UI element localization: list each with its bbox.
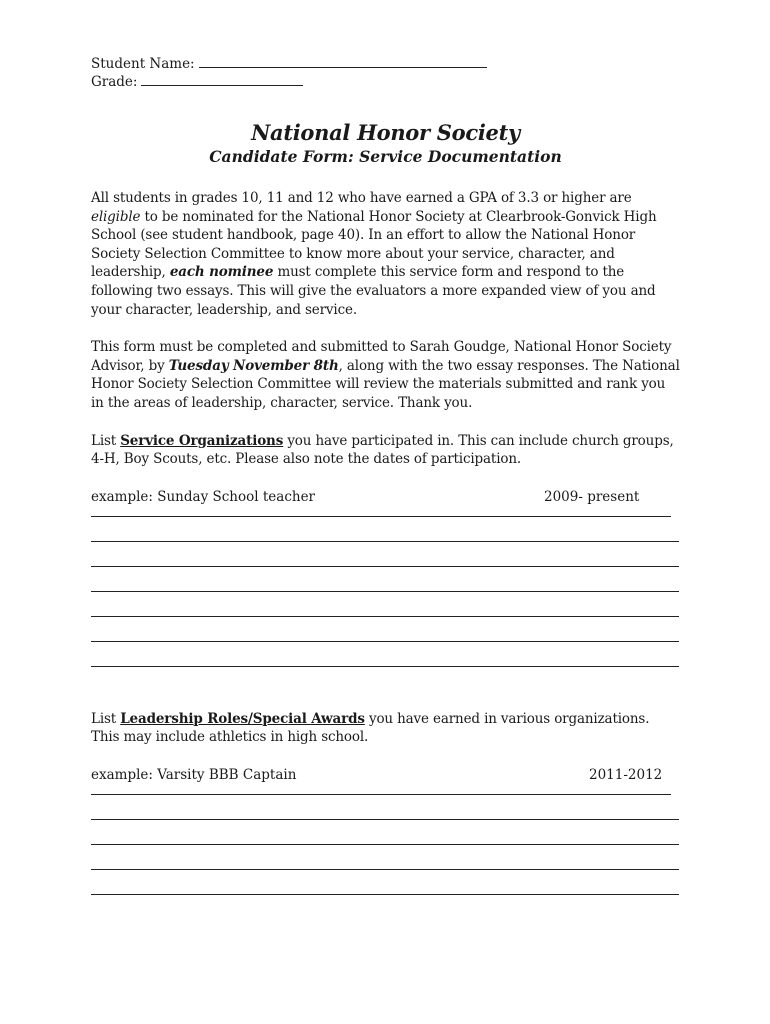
student-name-blank[interactable] bbox=[199, 55, 487, 68]
service-lines bbox=[91, 507, 680, 667]
student-name-label: Student Name: bbox=[91, 56, 195, 72]
service-blank-line[interactable] bbox=[91, 567, 679, 592]
each-nominee-emphasis: each nominee bbox=[169, 264, 274, 281]
service-blank-line[interactable] bbox=[91, 592, 679, 617]
leadership-prompt-prefix: List bbox=[91, 710, 121, 727]
leadership-prompt-suffix: you have earned in various organizations. This may include athletics in high school. bbox=[91, 710, 650, 746]
leadership-example-dates: 2011-2012 bbox=[589, 766, 663, 783]
title-block bbox=[91, 120, 680, 167]
deadline-emphasis: Tuesday November 8th bbox=[168, 357, 339, 374]
leadership-blank-line[interactable] bbox=[91, 785, 671, 795]
service-blank-line[interactable] bbox=[91, 642, 679, 667]
leadership-blank-line[interactable] bbox=[91, 870, 679, 895]
service-blank-line[interactable] bbox=[91, 617, 679, 642]
grade-label: Grade: bbox=[91, 74, 138, 90]
eligible-emphasis: eligible bbox=[91, 208, 141, 225]
leadership-lines bbox=[91, 785, 680, 895]
leadership-awards-heading: Leadership Roles/Special Awards bbox=[120, 710, 365, 727]
leadership-blank-line[interactable] bbox=[91, 845, 679, 870]
leadership-awards-prompt bbox=[91, 710, 680, 747]
leadership-blank-line[interactable] bbox=[91, 820, 679, 845]
leadership-example-row bbox=[91, 766, 680, 785]
submission-paragraph bbox=[91, 338, 680, 412]
service-example-row bbox=[91, 488, 680, 507]
service-organizations-prompt bbox=[91, 432, 680, 469]
student-name-field bbox=[91, 55, 680, 73]
service-blank-line[interactable] bbox=[91, 517, 679, 542]
service-example-label: example: Sunday School teacher bbox=[91, 488, 316, 505]
page-title: National Honor Society bbox=[251, 120, 520, 145]
leadership-example-label: example: Varsity BBB Captain bbox=[91, 766, 297, 783]
service-organizations-heading: Service Organizations bbox=[120, 432, 284, 449]
service-blank-line[interactable] bbox=[91, 507, 671, 517]
page-subtitle: Candidate Form: Service Documentation bbox=[209, 147, 562, 166]
service-blank-line[interactable] bbox=[91, 542, 679, 567]
service-prompt-prefix: List bbox=[91, 432, 121, 449]
intro-paragraph bbox=[91, 189, 680, 319]
intro-text-2: to be nominated for the National Honor Society at Clearbrook-Gonvick High School (see student handbook, page 40). In an effort to allow the National Honor Society Selection Committee to know more about your service, character, and leadership, bbox=[91, 208, 657, 281]
grade-blank[interactable] bbox=[141, 73, 303, 86]
grade-field bbox=[91, 73, 680, 91]
submission-text-2: , along with the two essay responses. The National Honor Society Selection Committee will review the materials submitted and rank you in the areas of leadership, character, service. Thank you. bbox=[91, 357, 680, 411]
service-example-dates: 2009- present bbox=[544, 488, 640, 505]
intro-text-1: All students in grades 10, 11 and 12 who have earned a GPA of 3.3 or higher are bbox=[91, 190, 632, 206]
leadership-blank-line[interactable] bbox=[91, 795, 679, 820]
submission-text-1: This form must be completed and submitted to Sarah Goudge, National Honor Society Advisor, by bbox=[91, 339, 672, 374]
intro-text-3: must complete this service form and respond to the following two essays. This will give the evaluators a more expanded view of you and your character, leadership, and service. bbox=[91, 264, 656, 318]
service-prompt-suffix: you have participated in. This can include church groups, 4-H, Boy Scouts, etc. Please also note the dates of participation. bbox=[91, 432, 674, 468]
